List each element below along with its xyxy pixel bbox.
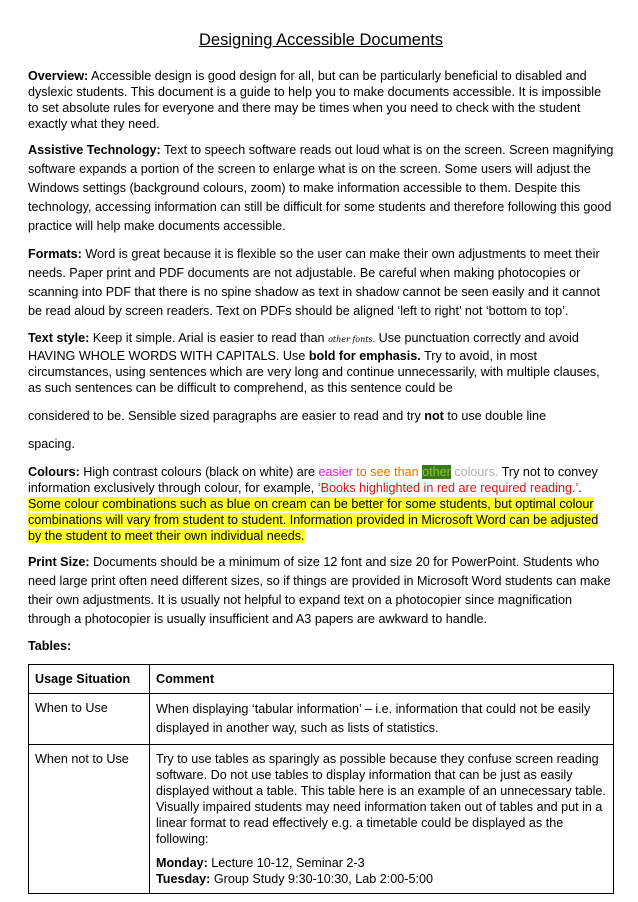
print-size-text: Documents should be a minimum of size 12 font and size 20 for PowerPoint. Students who need large print often need different sizes, so if things are provided in Microsoft Word students can make their own adjustments. It is usually not helpful to expand text on a photocopier since magnification through a photocopier is usually insufficient and A3 papers are awkward to handle.: [28, 555, 611, 626]
text-style-part3: Try to avoid, in most circumstances, using sentences which are very long and continue unnecessarily, with multiple clauses, as such sentences can be difficult to comprehend, as this sentence could be: [28, 349, 600, 395]
text-style-continuation: [28, 408, 614, 424]
overview-text: Accessible design is good design for all, but can be particularly beneficial to disabled and dyslexic students. This document is a guide to help you to make documents accessible. It is impossible to set absolute rules for everyone and there may be times when you need to check with the student exactly what they need.: [28, 69, 602, 131]
print-size-paragraph: [28, 553, 614, 629]
colours-label: Colours:: [28, 465, 80, 479]
text-style-part5: to use double line: [443, 409, 547, 423]
assistive-technology-paragraph: [28, 141, 614, 236]
colours-part2: Try not to convey information exclusively through colour, for example,: [28, 465, 598, 495]
not-word: not: [424, 409, 444, 423]
document-title: Designing Accessible Documents: [199, 31, 443, 49]
highlighted-text: Some colour combinations such as blue on cream can be better for some students, but optimal colour combinations will vary from student to student. Information provided in Microsoft Word can be adjusted by the student to meet their own individual needs.: [28, 497, 599, 543]
row-situation: When to Use: [29, 694, 150, 745]
word-colours-grey: colours.: [450, 465, 499, 479]
tables-heading: Tables:: [28, 639, 72, 653]
usage-table: [28, 664, 614, 894]
text-style-part2: Use punctuation correctly and avoid HAVING WHOLE WORDS WITH CAPITALS. Use: [28, 331, 579, 363]
formats-text: Word is great because it is flexible so the user can make their own adjustments to meet their needs. Paper print and PDF documents are not adjustable. Be careful when making photocopies or scanning into PDF that there is no spine shadow as text in shadow cannot be seen easily and it cannot be read aloud by screen readers. Text on PDFs should be aligned ‘left to right’ not ‘bottom to top’.: [28, 247, 600, 318]
schedule-item: Tuesday: Group Study 9:30-10:30, Lab 2:00-5:00: [156, 872, 434, 886]
word-easier-magenta: easier: [318, 465, 353, 479]
bold-emphasis-phrase: bold for emphasis.: [308, 349, 421, 363]
table-row: [29, 694, 614, 745]
text-style-label: Text style:: [28, 331, 90, 345]
table-header-row: [29, 665, 614, 694]
schedule-item: Monday: Lecture 10-12, Seminar 2-3: [156, 856, 365, 870]
word-other-olive: other: [422, 465, 451, 479]
colours-part3: .: [578, 481, 582, 495]
header-usage-situation: Usage Situation: [29, 665, 150, 694]
other-fonts-sample: other fonts.: [328, 335, 376, 344]
overview-label: Overview:: [28, 69, 89, 83]
print-size-label: Print Size:: [28, 555, 90, 569]
formats-paragraph: [28, 245, 614, 321]
row-comment: [150, 745, 614, 894]
table-row: [29, 745, 614, 894]
assistive-label: Assistive Technology:: [28, 143, 161, 157]
text-style-part1: Keep it simple. Arial is easier to read than: [89, 331, 329, 345]
header-comment: Comment: [150, 665, 614, 694]
words-to-see-than-orange: to see than: [352, 465, 423, 479]
formats-label: Formats:: [28, 247, 82, 261]
overview-paragraph: [28, 68, 614, 132]
row-comment: When displaying ‘tabular information’ – i.e. information that could not be easily displayed in another way, such as lists of statistics.: [150, 694, 614, 745]
text-style-part4: considered to be. Sensible sized paragraphs are easier to read and try: [28, 409, 425, 423]
colours-part1: High contrast colours (black on white) are: [79, 465, 319, 479]
text-style-paragraph: [28, 330, 614, 396]
document-page: [28, 30, 614, 894]
colours-paragraph: [28, 464, 614, 544]
text-style-spacing: spacing.: [28, 437, 75, 451]
row-situation: When not to Use: [29, 745, 150, 894]
red-example-text: ‘Books highlighted in red are required reading.’: [317, 481, 579, 495]
row-comment-text: Try to use tables as sparingly as possible because they confuse screen reading software. Do not use tables to display information that can be just as easily displayed without a table. This table here is an example of an unnecessary table. Visually impaired students may need information taken out of tables and put in a linear format to read effectively e.g. a timetable could be displayed as the following:: [156, 752, 606, 846]
schedule-list: [156, 855, 607, 887]
assistive-text: Text to speech software reads out loud what is on the screen. Screen magnifying software expands a portion of the screen to enlarge what is on the screen. Some users will adjust the Windows settings (background colours, zoom) to make information accessible to them. Despite this technology, accessing information can still be difficult for some students and therefore following this good practice will help make documents accessible.: [28, 143, 614, 233]
